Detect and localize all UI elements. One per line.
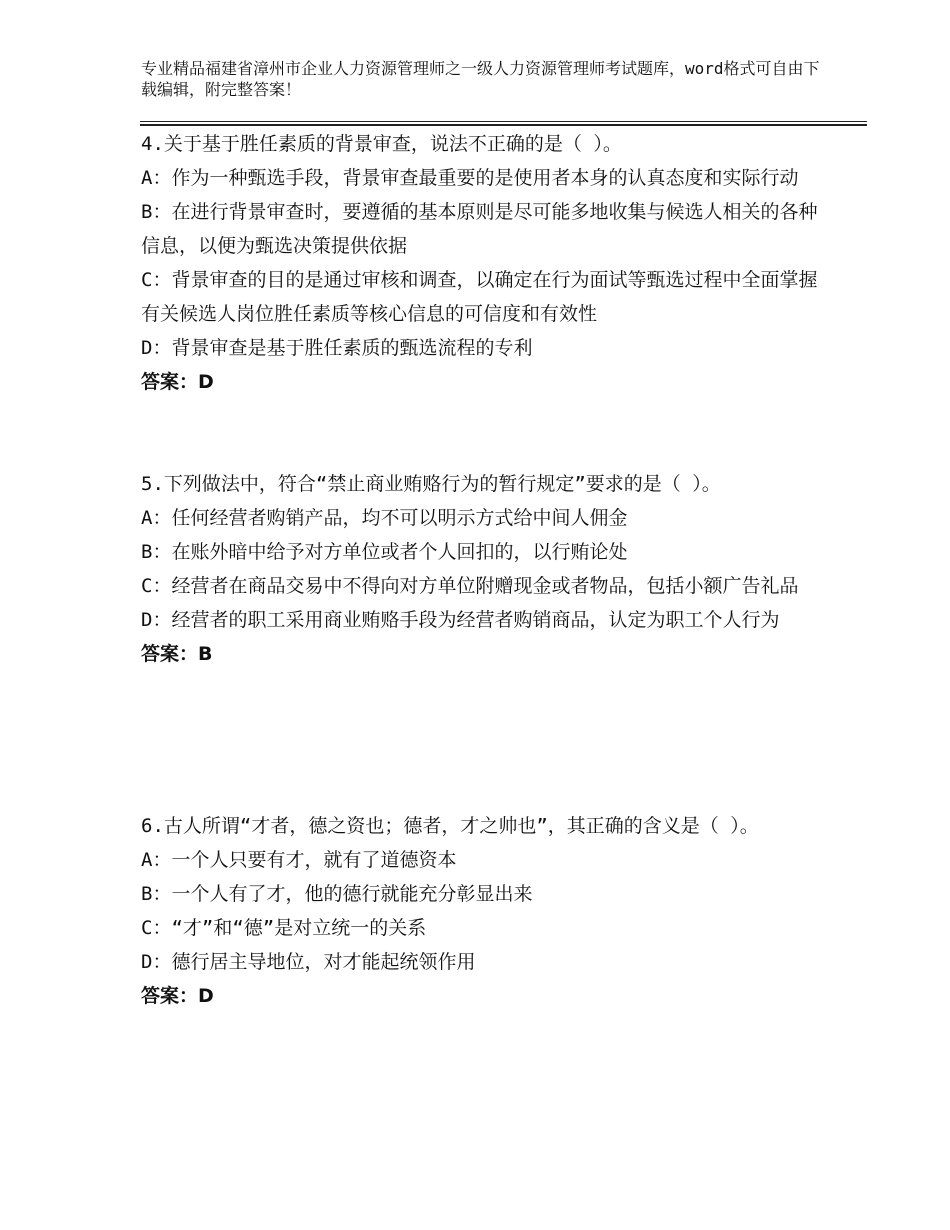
option-a: A：一个人只要有才，就有了道德资本 bbox=[141, 849, 457, 871]
option-a: A：任何经营者购销产品，均不可以明示方式给中间人佣金 bbox=[141, 507, 628, 529]
header-rule-thick bbox=[140, 124, 867, 126]
option-c: C：背景审查的目的是通过审核和调查，以确定在行为面试等甄选过程中全面掌握有关候选人岗位胜任素质等核心信息的可信度和有效性 bbox=[141, 269, 818, 325]
question-stem: 4.关于基于胜任素质的背景审查，说法不正确的是（ ）。 bbox=[141, 133, 622, 155]
option-c: C：经营者在商品交易中不得向对方单位附赠现金或者物品，包括小额广告礼品 bbox=[141, 575, 799, 597]
option-d: D：德行居主导地位，对才能起统领作用 bbox=[141, 951, 476, 973]
option-d: D：背景审查是基于胜任素质的甄选流程的专利 bbox=[141, 337, 533, 359]
question-block-4 bbox=[141, 127, 821, 399]
answer-line: 答案：D bbox=[141, 985, 214, 1007]
answer-line: 答案：D bbox=[141, 371, 214, 393]
option-a: A：作为一种甄选手段，背景审查最重要的是使用者本身的认真态度和实际行动 bbox=[141, 167, 799, 189]
answer-line: 答案：B bbox=[141, 643, 213, 665]
header-rule-thin bbox=[140, 121, 867, 122]
option-b: B：一个人有了才，他的德行就能充分彰显出来 bbox=[141, 883, 533, 905]
option-c: C：“才”和“德”是对立统一的关系 bbox=[141, 917, 427, 939]
question-stem: 5.下列做法中，符合“禁止商业贿赂行为的暂行规定”要求的是（ ）。 bbox=[141, 473, 721, 495]
question-block-5 bbox=[141, 467, 821, 671]
question-stem: 6.古人所谓“才者，德之资也；德者，才之帅也”，其正确的含义是（ ）。 bbox=[141, 815, 759, 837]
document-header: 专业精品福建省漳州市企业人力资源管理师之一级人力资源管理师考试题库，word格式可自由下载编辑，附完整答案！ bbox=[141, 59, 820, 99]
question-block-6 bbox=[141, 809, 821, 1013]
option-b: B：在账外暗中给予对方单位或者个人回扣的，以行贿论处 bbox=[141, 541, 628, 563]
option-b: B：在进行背景审查时，要遵循的基本原则是尽可能多地收集与候选人相关的各种信息，以便为甄选决策提供依据 bbox=[141, 201, 818, 257]
option-d: D：经营者的职工采用商业贿赂手段为经营者购销商品，认定为职工个人行为 bbox=[141, 609, 780, 631]
